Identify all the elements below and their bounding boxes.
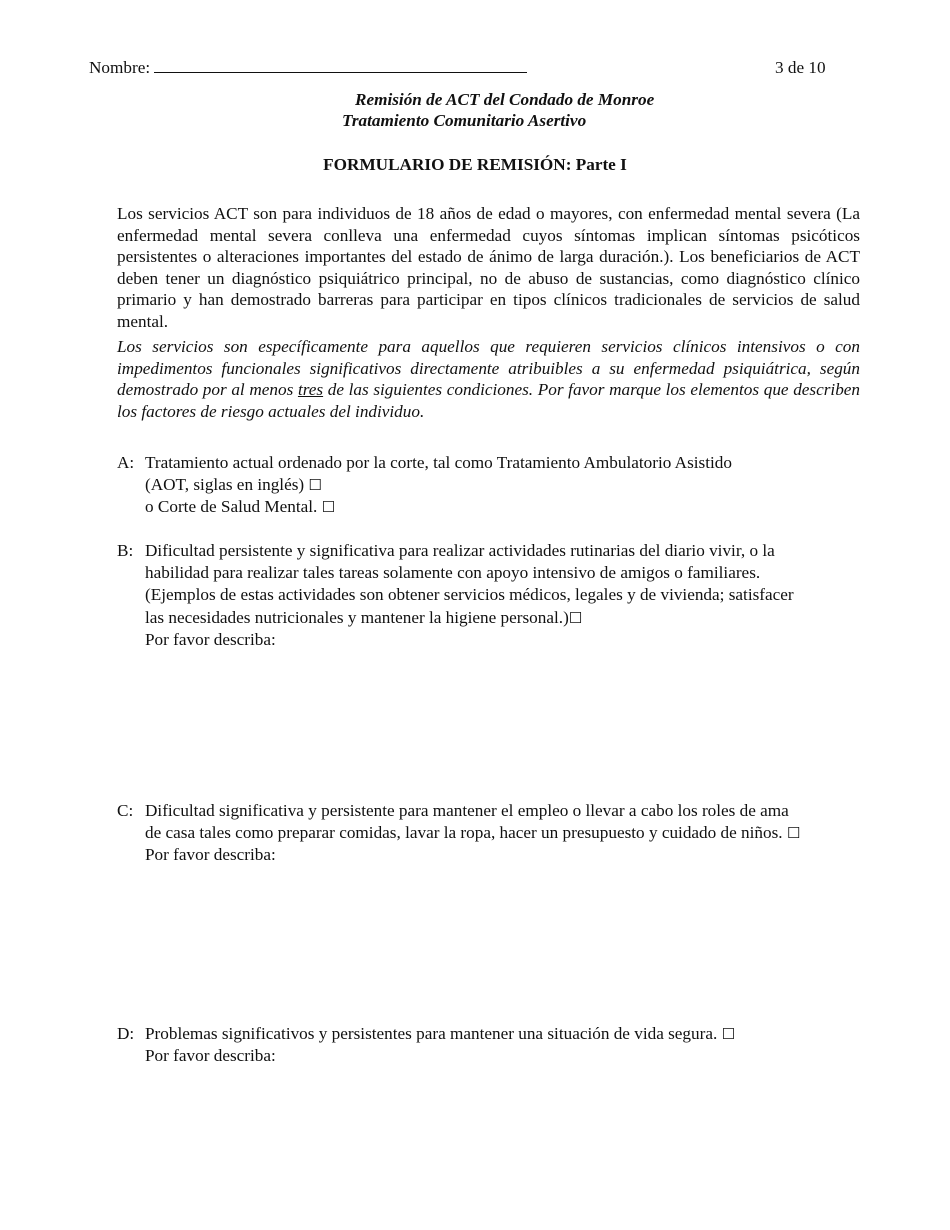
name-label: Nombre: bbox=[89, 58, 151, 77]
item-a-line: Tratamiento actual ordenado por la corte, tal como Tratamiento Ambulatorio Asistido bbox=[145, 453, 732, 472]
criteria-text-end: de las siguientes condiciones. Por favor marque los elementos que describen los factores de riesgo actuales del individuo. bbox=[117, 380, 861, 421]
item-a-line: o Corte de Salud Mental. bbox=[145, 497, 318, 517]
document-subtitle: Tratamiento Comunitario Asertivo bbox=[342, 111, 587, 130]
item-b-describe-prompt: Por favor describa: bbox=[145, 629, 276, 649]
item-b-label: B: bbox=[117, 541, 134, 560]
item-a bbox=[117, 452, 862, 519]
item-b-line: Dificultad persistente y significativa para realizar actividades rutinarias del diario vivir, o la bbox=[145, 541, 775, 560]
page-number: 3 de 10 bbox=[775, 58, 826, 77]
item-d-checkbox[interactable]: ☐ bbox=[721, 1025, 736, 1043]
item-b-checkbox[interactable]: ☐ bbox=[568, 608, 583, 627]
item-a-label: A: bbox=[117, 453, 135, 472]
form-title: FORMULARIO DE REMISIÓN: Parte I bbox=[323, 155, 627, 174]
item-d-describe-prompt: Por favor describa: bbox=[145, 1046, 276, 1066]
name-field bbox=[89, 56, 527, 78]
criteria-paragraph bbox=[117, 336, 860, 422]
item-c bbox=[117, 800, 862, 867]
item-c-checkbox[interactable]: ☐ bbox=[786, 824, 801, 843]
mental-health-court-checkbox[interactable]: ☐ bbox=[321, 498, 336, 517]
item-a-line: (AOT, siglas en inglés) bbox=[145, 475, 305, 495]
item-c-label: C: bbox=[117, 801, 134, 820]
intro-paragraph: Los servicios ACT son para individuos de 18 años de edad o mayores, con enfermedad mental severa (La enfermedad mental severa conlleva una enfermedad cuyos síntomas implican síntomas psicóticos persistentes o alteraciones importantes del estado de ánimo de larga duración.). Los beneficiarios de ACT deben tener un diagnóstico psiquiátrico principal, no de abuso de sustancias, como diagnóstico clínico primario y han demostrado barreras para participar en tipos clínicos tradicionales de servicios de salud mental. bbox=[117, 204, 860, 331]
item-b bbox=[117, 540, 862, 651]
item-c-line: de casa tales como preparar comidas, lavar la ropa, hacer un presupuesto y cuidado de niños. bbox=[145, 823, 783, 843]
item-c-describe-prompt: Por favor describa: bbox=[145, 845, 276, 865]
item-b-line: habilidad para realizar tales tareas solamente con apoyo intensivo de amigos o familiares. bbox=[145, 563, 761, 583]
item-d bbox=[117, 1023, 862, 1067]
name-input-line[interactable] bbox=[154, 56, 527, 73]
item-b-line: las necesidades nutricionales y mantener la higiene personal.) bbox=[145, 607, 569, 627]
item-d-label: D: bbox=[117, 1024, 135, 1043]
document-title: Remisión de ACT del Condado de Monroe bbox=[355, 90, 655, 109]
item-b-line: (Ejemplos de estas actividades son obtener servicios médicos, legales y de vivienda; satisfacer bbox=[145, 585, 794, 605]
criteria-text-start: Los servicios son específicamente para aquellos que requieren servicios clínicos intensivos o con impedimentos funcionales significativos directamente atribuibles a su enfermedad psiquiátrica, según demostrado por al menos bbox=[117, 337, 860, 399]
aot-checkbox[interactable]: ☐ bbox=[308, 476, 322, 495]
item-c-line: Dificultad significativa y persistente para mantener el empleo o llevar a cabo los roles de ama bbox=[145, 801, 789, 820]
item-d-line: Problemas significativos y persistentes para mantener una situación de vida segura. bbox=[145, 1024, 718, 1043]
criteria-emphasis: tres bbox=[297, 380, 324, 399]
